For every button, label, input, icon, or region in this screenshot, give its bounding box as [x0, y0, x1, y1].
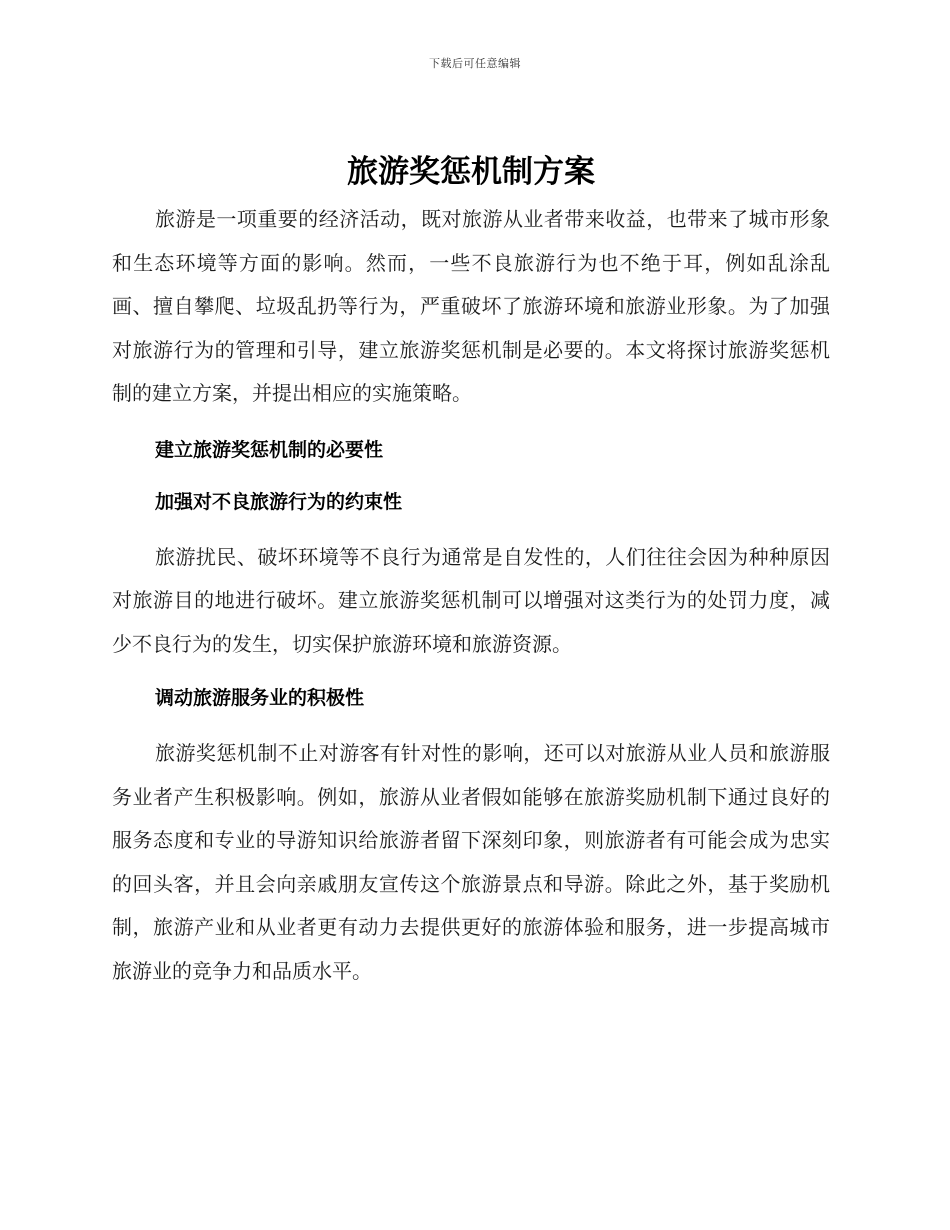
header-note: 下载后可任意编辑	[429, 57, 521, 70]
subsection-heading-constraint: 加强对不良旅游行为的约束性	[155, 490, 403, 513]
subsection-heading-motivation: 调动旅游服务业的积极性	[155, 687, 365, 709]
document-body	[112, 150, 830, 993]
subsection-paragraph-constraint: 旅游扰民、破坏环境等不良行为通常是自发性的，人们往往会因为种种原因对旅游目的地进行破坏。建立旅游奖惩机制可以增强对这类行为的处罚力度，减少不良行为的发生，切实保护旅游环境和旅游资源。	[112, 544, 830, 656]
section-heading-necessity: 建立旅游奖惩机制的必要性	[155, 438, 384, 461]
intro-paragraph: 旅游是一项重要的经济活动，既对旅游从业者带来收益，也带来了城市形象和生态环境等方面的影响。然而，一些不良旅游行为也不绝于耳，例如乱涂乱画、擅自攀爬、垃圾乱扔等行为，严重破坏了旅游环境和旅游业形象。为了加强对旅游行为的管理和引导，建立旅游奖惩机制是必要的。本文将探讨旅游奖惩机制的建立方案，并提出相应的实施策略。	[112, 207, 830, 405]
subsection-paragraph-motivation: 旅游奖惩机制不止对游客有针对性的影响，还可以对旅游从业人员和旅游服务业者产生积极影响。例如，旅游从业者假如能够在旅游奖励机制下通过良好的服务态度和专业的导游知识给旅游者留下深刻印象，则旅游者有可能会成为忠实的回头客，并且会向亲戚朋友宣传这个旅游景点和导游。除此之外，基于奖励机制，旅游产业和从业者更有动力去提供更好的旅游体验和服务，进一步提高城市旅游业的竞争力和品质水平。	[112, 741, 830, 983]
document-title: 旅游奖惩机制方案	[347, 154, 595, 190]
